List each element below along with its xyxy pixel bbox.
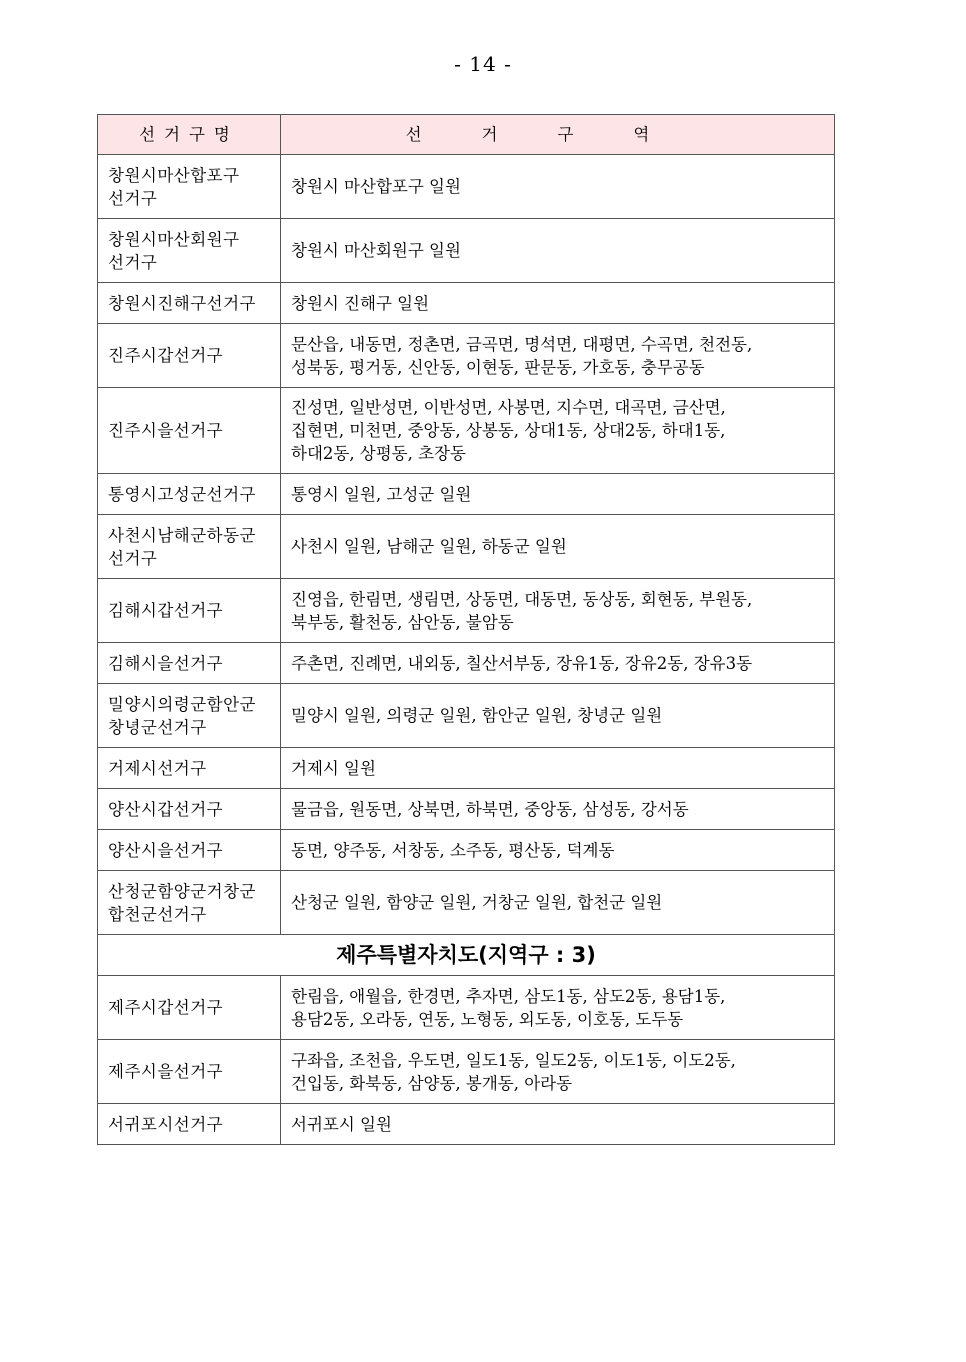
district-area-line: 구좌읍, 조천읍, 우도면, 일도1동, 일도2동, 이도1동, 이도2동, <box>291 1050 736 1070</box>
district-name-line: 창녕군선거구 <box>108 717 207 737</box>
district-name-cell <box>98 579 281 643</box>
table-row <box>98 579 835 643</box>
header-district-area: 선거구역 <box>281 115 835 155</box>
district-name-cell <box>98 871 281 935</box>
table-row <box>98 976 835 1040</box>
district-name-cell <box>98 1040 281 1104</box>
district-name-line: 창원시마산회원구 <box>108 229 240 249</box>
district-name-line: 창원시진해구선거구 <box>108 293 256 313</box>
table-row <box>98 474 835 515</box>
district-name-line: 합천군선거구 <box>108 904 207 924</box>
district-name-cell <box>98 155 281 219</box>
district-area-line: 창원시 마산회원구 일원 <box>291 241 461 260</box>
table-row <box>98 1040 835 1104</box>
district-name-line: 통영시고성군선거구 <box>108 484 256 504</box>
district-name-cell <box>98 830 281 871</box>
district-area-cell <box>281 1040 835 1104</box>
district-name-line: 양산시갑선거구 <box>108 799 224 819</box>
district-name-cell <box>98 283 281 324</box>
district-area-line: 물금읍, 원동면, 상북면, 하북면, 중앙동, 삼성동, 강서동 <box>291 799 689 819</box>
district-name-cell <box>98 684 281 748</box>
district-name-cell <box>98 748 281 789</box>
district-area-line: 용담2동, 오라동, 연동, 노형동, 외도동, 이호동, 도두동 <box>291 1009 684 1029</box>
district-name-line: 선거구 <box>108 188 158 208</box>
district-area-line: 주촌면, 진례면, 내외동, 칠산서부동, 장유1동, 장유2동, 장유3동 <box>291 653 753 673</box>
table-row <box>98 219 835 283</box>
district-area-cell <box>281 283 835 324</box>
table-row <box>98 830 835 871</box>
district-name-cell <box>98 515 281 579</box>
table-row <box>98 871 835 935</box>
district-area-line: 동면, 양주동, 서창동, 소주동, 평산동, 덕계동 <box>291 840 615 860</box>
section-row-jeju <box>98 935 835 976</box>
district-area-cell <box>281 684 835 748</box>
district-name-cell <box>98 1104 281 1145</box>
header-district-name: 선거구명 <box>98 115 281 155</box>
district-name-cell <box>98 789 281 830</box>
district-area-line: 북부동, 활천동, 삼안동, 불암동 <box>291 612 514 632</box>
table-row <box>98 789 835 830</box>
electoral-district-table <box>97 114 835 1145</box>
district-name-line: 김해시갑선거구 <box>108 601 224 620</box>
district-area-cell <box>281 388 835 474</box>
district-name-cell <box>98 324 281 388</box>
table-row <box>98 388 835 474</box>
district-name-line: 산청군함양군거창군 <box>108 881 256 901</box>
district-area-cell <box>281 324 835 388</box>
district-name-line: 제주시을선거구 <box>108 1062 224 1081</box>
page-number: - 14 - <box>454 52 512 76</box>
district-name-line: 김해시을선거구 <box>108 653 224 673</box>
district-area-line: 한림읍, 애월읍, 한경면, 추자면, 삼도1동, 삼도2동, 용담1동, <box>291 986 726 1006</box>
table-row <box>98 515 835 579</box>
district-area-line: 진영읍, 한림면, 생림면, 상동면, 대동면, 동상동, 회현동, 부원동, <box>291 589 753 609</box>
district-area-cell <box>281 155 835 219</box>
district-area-cell <box>281 219 835 283</box>
table-row <box>98 155 835 219</box>
district-name-line: 서귀포시선거구 <box>108 1114 224 1134</box>
district-area-line: 창원시 진해구 일원 <box>291 293 430 313</box>
district-area-cell <box>281 830 835 871</box>
district-name-line: 진주시갑선거구 <box>108 346 224 365</box>
table-row <box>98 324 835 388</box>
district-name-line: 거제시선거구 <box>108 758 207 778</box>
district-area-line: 창원시 마산합포구 일원 <box>291 177 461 196</box>
district-area-cell <box>281 789 835 830</box>
district-area-line: 진성면, 일반성면, 이반성면, 사봉면, 지수면, 대곡면, 금산면, <box>291 398 726 417</box>
district-name-line: 선거구 <box>108 252 158 272</box>
district-area-line: 건입동, 화북동, 삼양동, 봉개동, 아라동 <box>291 1073 573 1093</box>
district-area-line: 서귀포시 일원 <box>291 1114 392 1134</box>
table-row <box>98 283 835 324</box>
district-name-cell <box>98 976 281 1040</box>
district-area-line: 산청군 일원, 함양군 일원, 거창군 일원, 합천군 일원 <box>291 893 663 912</box>
district-area-line: 성북동, 평거동, 신안동, 이현동, 판문동, 가호동, 충무공동 <box>291 357 705 377</box>
district-name-line: 밀양시의령군함안군 <box>108 694 256 714</box>
district-area-cell <box>281 579 835 643</box>
district-name-cell <box>98 388 281 474</box>
district-name-cell <box>98 474 281 515</box>
district-name-line: 진주시을선거구 <box>108 421 224 440</box>
table-row <box>98 748 835 789</box>
district-name-line: 제주시갑선거구 <box>108 998 224 1017</box>
district-area-line: 밀양시 일원, 의령군 일원, 함안군 일원, 창녕군 일원 <box>291 706 663 725</box>
district-area-line: 하대2동, 상평동, 초장동 <box>291 444 466 463</box>
district-name-line: 사천시남해군하동군 <box>108 525 256 545</box>
section-title: 제주특별자치도(지역구 : 3) <box>98 935 835 976</box>
table-row <box>98 1104 835 1145</box>
district-name-cell <box>98 643 281 684</box>
district-area-line: 거제시 일원 <box>291 758 376 778</box>
district-area-line: 사천시 일원, 남해군 일원, 하동군 일원 <box>291 537 567 556</box>
district-name-line: 양산시을선거구 <box>108 840 224 860</box>
district-area-cell <box>281 976 835 1040</box>
district-area-cell <box>281 643 835 684</box>
district-name-line: 선거구 <box>108 548 158 568</box>
district-area-cell <box>281 474 835 515</box>
table-row <box>98 643 835 684</box>
district-area-cell <box>281 748 835 789</box>
district-name-cell <box>98 219 281 283</box>
table-row <box>98 684 835 748</box>
table-header-row <box>98 115 835 155</box>
district-area-line: 통영시 일원, 고성군 일원 <box>291 484 472 504</box>
district-area-cell <box>281 1104 835 1145</box>
district-name-line: 창원시마산합포구 <box>108 165 240 185</box>
district-area-cell <box>281 871 835 935</box>
district-area-line: 집현면, 미천면, 중앙동, 상봉동, 상대1동, 상대2동, 하대1동, <box>291 421 726 440</box>
district-area-line: 문산읍, 내동면, 정촌면, 금곡면, 명석면, 대평면, 수곡면, 천전동, <box>291 334 753 354</box>
district-area-cell <box>281 515 835 579</box>
